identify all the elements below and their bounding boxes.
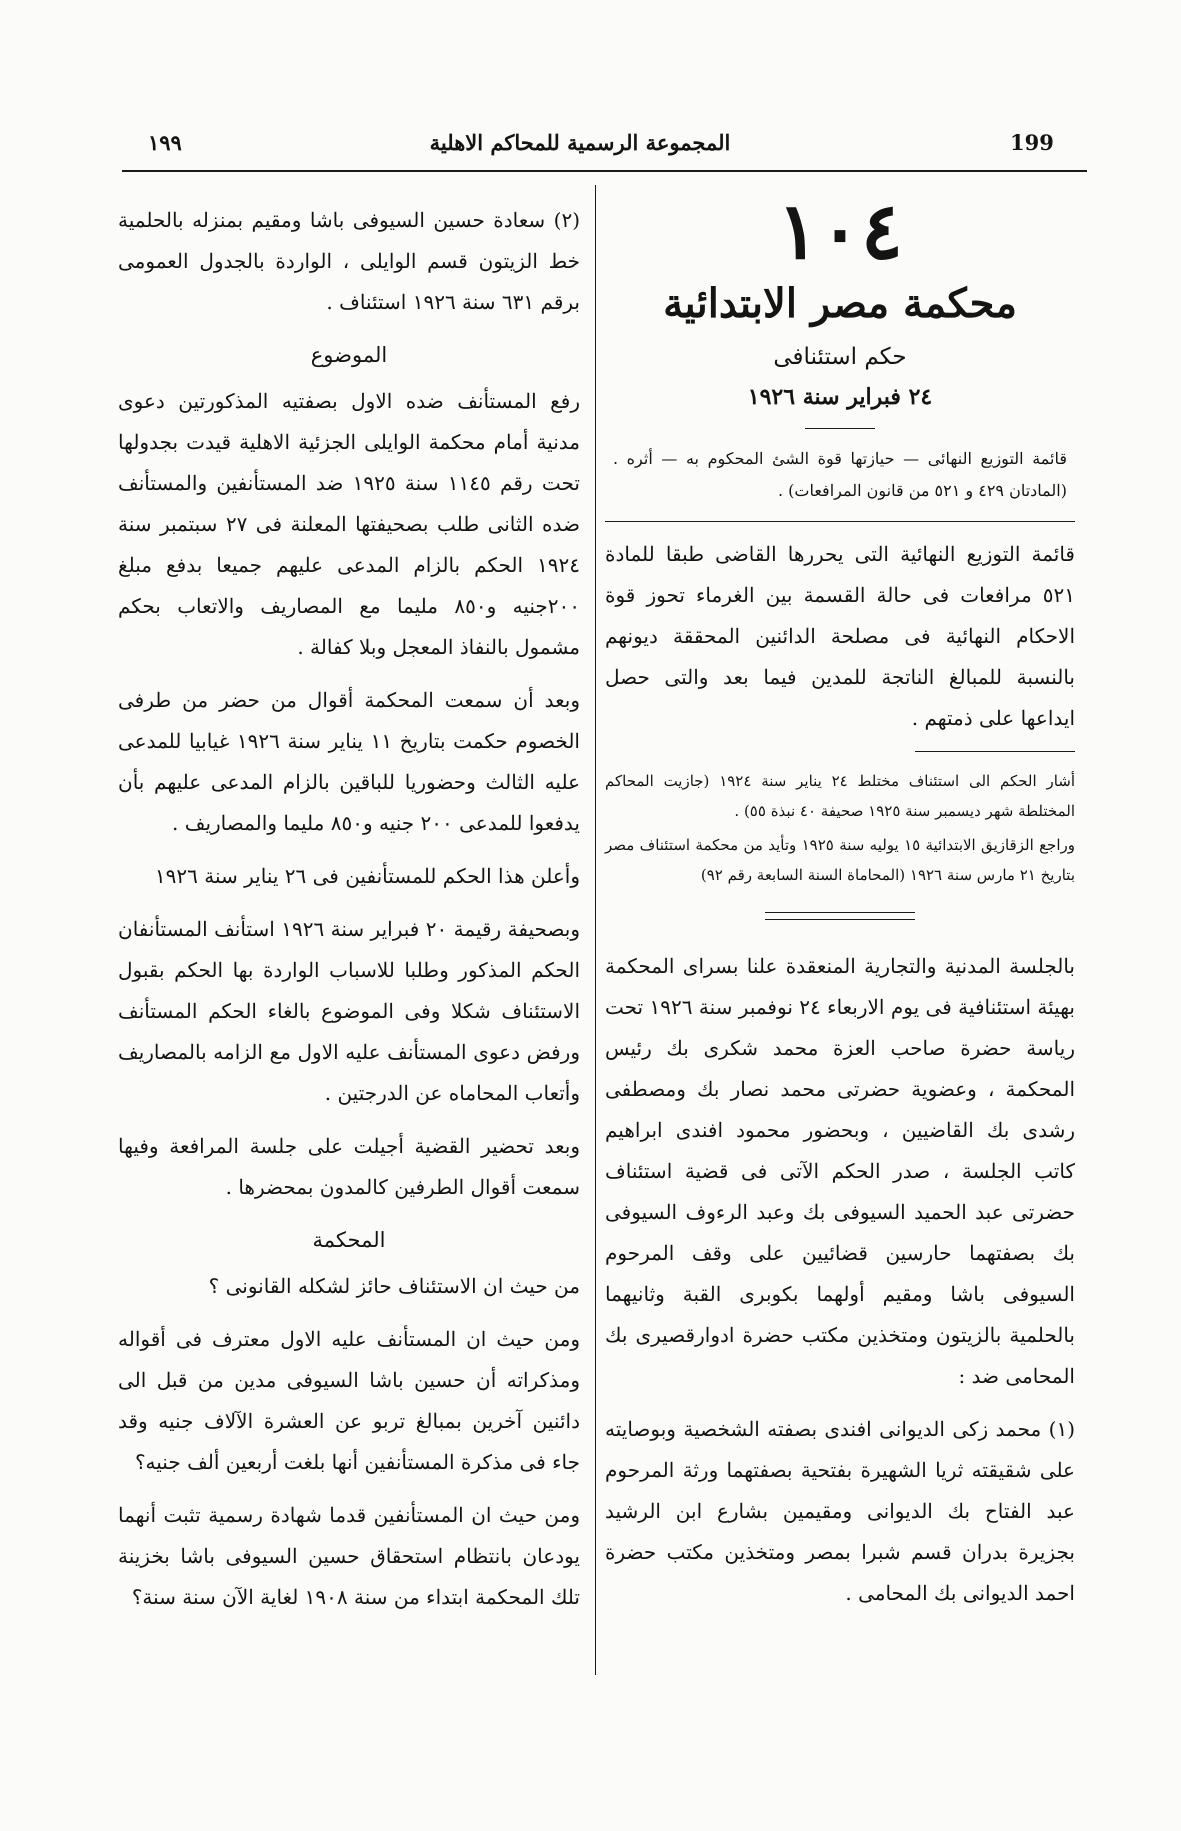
section-rule <box>805 428 875 429</box>
subject-heading: الموضوع <box>310 343 388 367</box>
column-divider <box>595 185 596 1675</box>
reference-note: أشار الحكم الى استئناف مختلط ٢٤ يناير سنة ١٩٢٤ (جازيت المحاكم المختلطة شهر ديسمبر سنة ١٩٢٥ صحيفة ٤٠ نبذة ٥٥) . <box>605 772 1075 820</box>
body-paragraph: وبعد تحضير القضية أجيلت على جلسة المرافعة وفيها سمعت أقوال الطرفين كالمدون بمحضرها . <box>118 1134 580 1199</box>
left-column <box>118 200 580 1630</box>
court-heading: المحكمة <box>312 1228 386 1252</box>
body-paragraph: ومن حيث ان المستأنف عليه الاول معترف فى أقواله ومذكراته أن حسين باشا السيوفى مدين من قبل الى دائنين آخرين بمبالغ تربو عن العشرة الآلاف جنيه وقد جاء فى مذكرة المستأنفين أنها بلغت أربعين ألف جنيه؟ <box>118 1327 580 1474</box>
page-number-latin: 199 <box>1010 130 1054 155</box>
headnote-rule <box>915 751 1075 752</box>
court-name: محكمة مصر الابتدائية <box>663 280 1017 327</box>
body-paragraph: من حيث ان الاستئناف حائز لشكله القانونى ؟ <box>208 1274 580 1298</box>
party-paragraph: (٢) سعادة حسين السيوفى باشا ومقيم بمنزله بالحلمية خط الزيتون قسم الوايلى ، الواردة بالجدول العمومى برقم ٦٣١ سنة ١٩٢٦ استئناف . <box>118 208 580 314</box>
ruling-type: حكم استئنافى <box>773 344 907 370</box>
ruling-date: ٢٤ فبراير سنة ١٩٢٦ <box>747 384 933 410</box>
body-paragraph: بالجلسة المدنية والتجارية المنعقدة علنا بسراى المحكمة بهيئة استئنافية فى يوم الاربعاء ٢٤ نوفمبر سنة ١٩٢٦ تحت رياسة حضرة صاحب العزة محمد شكرى بك رئيس المحكمة ، وعضوية حضرتى محمد نصار بك ومصطفى رشدى بك القاضيين ، وبحضور محمود افندى ابراهيم كاتب الجلسة ، صدر الحكم الآتى فى قضية استئناف حضرتى عبد الحميد السيوفى بك وعبد الرءوف السيوفى بك بصفتهما حارسين قضائيين على وقف المرحوم السيوفى باشا ومقيم أولهما بكوبرى القبة وثانيهما بالحلمية بالزيتون ومتخذين مكتب حضرة ادوارقصيرى بك المحامى ضد : <box>605 954 1076 1388</box>
headnote: قائمة التوزيع النهائية التى يحررها القاضى طبقا للمادة ٥٢١ مرافعات فى حالة القسمة بين الغرماء تحوز قوة الاحكام النهائية فى مصلحة الدائنين المحققة ديونهم بالنسبة للمبالغ الناتجة للمدين فيما بعد والتى حصل ايداعها على ذمتهم . <box>605 542 1075 730</box>
double-rule <box>765 912 915 920</box>
body-paragraph: وأعلن هذا الحكم للمستأنفين فى ٢٦ يناير سنة ١٩٢٦ <box>154 864 580 888</box>
body-paragraph: رفع المستأنف ضده الاول بصفتيه المذكورتين دعوى مدنية أمام محكمة الوايلى الجزئية الاهلية قيدت بجدولها تحت رقم ١١٤٥ سنة ١٩٢٥ ضد المستأنفين والمستأنف ضده الثانى طلب بصحيفتها المعلنة فى ٢٧ سبتمبر سنة ١٩٢٤ الحكم بالزام المدعى عليهم جميعا بدفع مبلغ ٢٠٠جنيه و٨٥٠ مليما مع المصاريف والاتعاب بحكم مشمول بالنفاذ المعجل وبلا كفالة . <box>118 389 581 659</box>
reference-note: وراجع الزقازيق الابتدائية ١٥ يوليه سنة ١٩٢٥ وتأيد من محكمة استئناف مصر بتاريخ ٢١ مارس سنة ١٩٢٦ (المحاماة السنة السابعة رقم ٩٢) <box>605 836 1075 884</box>
header-rule <box>122 170 1087 172</box>
right-column <box>605 186 1076 1626</box>
summary-rule <box>605 521 1075 522</box>
body-paragraph: وبصحيفة رقيمة ٢٠ فبراير سنة ١٩٢٦ استأنف المستأنفان الحكم المذكور وطلبا للاسباب الواردة بها الحكم بقبول الاستئناف شكلا وفى الموضوع بالغاء الحكم المستأنف ورفض دعوى المستأنف عليه الاول مع الزامه بالمصاريف وأتعاب المحاماه عن الدرجتين . <box>118 917 580 1105</box>
running-title: المجموعة الرسمية للمحاكم الاهلية <box>429 130 731 155</box>
body-paragraph: ومن حيث ان المستأنفين قدما شهادة رسمية تثبت أنهما يودعان بانتظام استحقاق حسين السيوفى باشا بخزينة تلك المحكمة ابتداء من سنة ١٩٠٨ لغاية الآن سنة سنة؟ <box>118 1503 580 1609</box>
body-paragraph: (١) محمد زكى الديوانى افندى بصفته الشخصية وبوصايته على شقيقته ثريا الشهيرة بفتحية بصفتهما ورثة المرحوم عبد الفتاح بك الديوانى ومقيمين بشارع ابن الرشيد بجزيرة بدران قسم شبرا بمصر ومتخذين مكتب حضرة احمد الديوانى بك المحامى . <box>605 1417 1075 1605</box>
case-summary: قائمة التوزيع النهائى — حيازتها قوة الشئ المحكوم به — أثره . (المادتان ٤٢٩ و ٥٢١ من قانون المرافعات) . <box>613 449 1067 500</box>
body-paragraph: وبعد أن سمعت المحكمة أقوال من حضر من طرفى الخصوم حكمت بتاريخ ١١ يناير سنة ١٩٢٦ غيابيا للمدعى عليه الثالث وحضوريا للباقين بالزام المدعى عليهم بأن يدفعوا للمدعى ٢٠٠ جنيه و٨٥٠ مليما والمصاريف . <box>118 688 581 835</box>
page-number-arabic: ١٩٩ <box>148 130 182 155</box>
case-number: ١٠٤ <box>777 186 903 277</box>
